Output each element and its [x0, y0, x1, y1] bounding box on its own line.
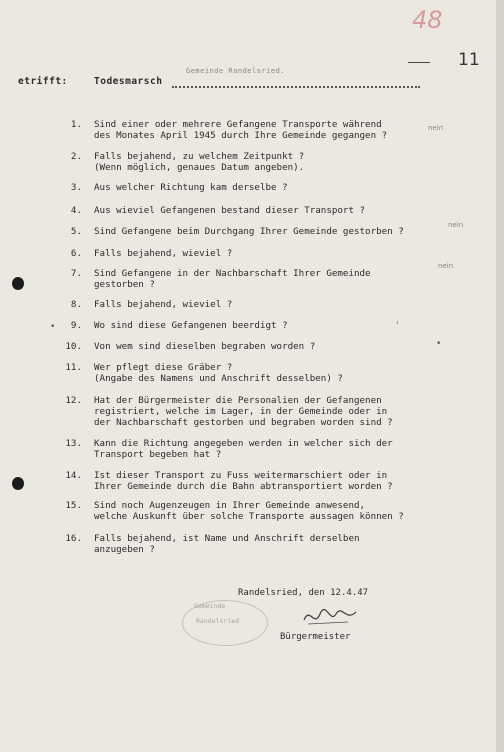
- question-number: 5.: [70, 226, 82, 237]
- question-number: 12.: [65, 395, 82, 406]
- question-number: 16.: [65, 533, 82, 544]
- question-text-line: des Monates April 1945 durch Ihre Gemeinde gegangen ?: [94, 130, 388, 141]
- question-text-line: (Angabe des Namens und Anschrift desselben) ?: [94, 373, 343, 384]
- question-number: 7.: [70, 268, 82, 279]
- question-number: 1.: [70, 119, 82, 130]
- question-text-line: (Wenn möglich, genaues Datum angeben).: [94, 162, 305, 173]
- question-number: 8.: [70, 299, 82, 310]
- question-text-line: Ihrer Gemeinde durch die Bahn abtransportiert worden ?: [94, 481, 393, 492]
- question-text-line: Sind Gefangene in der Nachbarschaft Ihrer Gemeinde: [94, 268, 371, 279]
- question-number: 6.: [70, 248, 82, 259]
- question-number: 2.: [70, 151, 82, 162]
- question-text-line: gestorben ?: [94, 279, 155, 290]
- question-number: 15.: [65, 500, 82, 511]
- punch-hole-top: [12, 277, 24, 290]
- question-text-line: Sind einer oder mehrere Gefangene Transporte während: [94, 119, 382, 130]
- betreff-value: Todesmarsch: [94, 76, 163, 87]
- question-number: 9.: [70, 320, 82, 331]
- stamp-line1: Gemeinde: [194, 602, 226, 610]
- answer-note: nein: [438, 262, 454, 270]
- question-text-line: Aus welcher Richtung kam derselbe ?: [94, 182, 288, 193]
- question-number: 13.: [65, 438, 82, 449]
- question-text-line: Kann die Richtung angegeben werden in welcher sich der: [94, 438, 393, 449]
- question-text-line: registriert, welche im Lager, in der Gemeinde oder in: [94, 406, 388, 417]
- question-text-line: Ist dieser Transport zu Fuss weitermarschiert oder in: [94, 470, 388, 481]
- question-text-line: Hat der Bürgermeister die Personalien der Gefangenen: [94, 395, 382, 406]
- question-text-line: Wer pflegt diese Gräber ?: [94, 362, 233, 373]
- question-text-line: Falls bejahend, wieviel ?: [94, 248, 233, 259]
- question-number: 4.: [70, 205, 82, 216]
- gemeinde-stamp: Gemeinde Randelsried.: [186, 67, 286, 75]
- question-text-line: Sind noch Augenzeugen in Ihrer Gemeinde anwesend,: [94, 500, 366, 511]
- question-number: 14.: [65, 470, 82, 481]
- question-text-line: Wo sind diese Gefangenen beerdigt ?: [94, 320, 288, 331]
- question-text-line: anzugeben ?: [94, 544, 155, 555]
- question-number: 11.: [65, 362, 82, 373]
- paper-edge: [496, 0, 504, 752]
- handwritten-number: 48: [412, 6, 443, 34]
- betreff-label: etrifft:: [18, 76, 68, 87]
- stamp-line2: Randelsried: [196, 617, 240, 625]
- question-number: 10.: [65, 341, 82, 352]
- question-text-line: welche Auskunft über solche Transporte aussagen können ?: [94, 511, 404, 522]
- signatory-title: Bürgermeister: [280, 632, 351, 642]
- question-text-line: Transport begeben hat ?: [94, 449, 222, 460]
- answer-note: nein: [428, 124, 444, 132]
- handwritten-signature: [300, 602, 360, 630]
- question-text-line: Sind Gefangene beim Durchgang Ihrer Gemeinde gestorben ?: [94, 226, 404, 237]
- margin-mark: ': [396, 321, 399, 331]
- question-text-line: Falls bejahend, wieviel ?: [94, 299, 233, 310]
- question-text-line: der Nachbarschaft gestorben und begraben worden sind ?: [94, 417, 393, 428]
- place-date: Randelsried, den 12.4.47: [238, 588, 369, 598]
- question-text-line: Falls bejahend, ist Name und Anschrift derselben: [94, 533, 360, 544]
- margin-mark: •: [436, 339, 442, 349]
- answer-note: nein: [448, 221, 464, 229]
- margin-mark: •: [50, 322, 56, 332]
- question-number: 3.: [70, 182, 82, 193]
- question-text-line: Von wem sind dieselben begraben worden ?: [94, 341, 316, 352]
- dash-mark: [408, 62, 430, 63]
- question-text-line: Aus wieviel Gefangenen bestand dieser Transport ?: [94, 205, 366, 216]
- dotted-line: [172, 86, 420, 88]
- page-number: 11: [458, 50, 480, 70]
- question-text-line: Falls bejahend, zu welchem Zeitpunkt ?: [94, 151, 305, 162]
- punch-hole-bottom: [12, 477, 24, 490]
